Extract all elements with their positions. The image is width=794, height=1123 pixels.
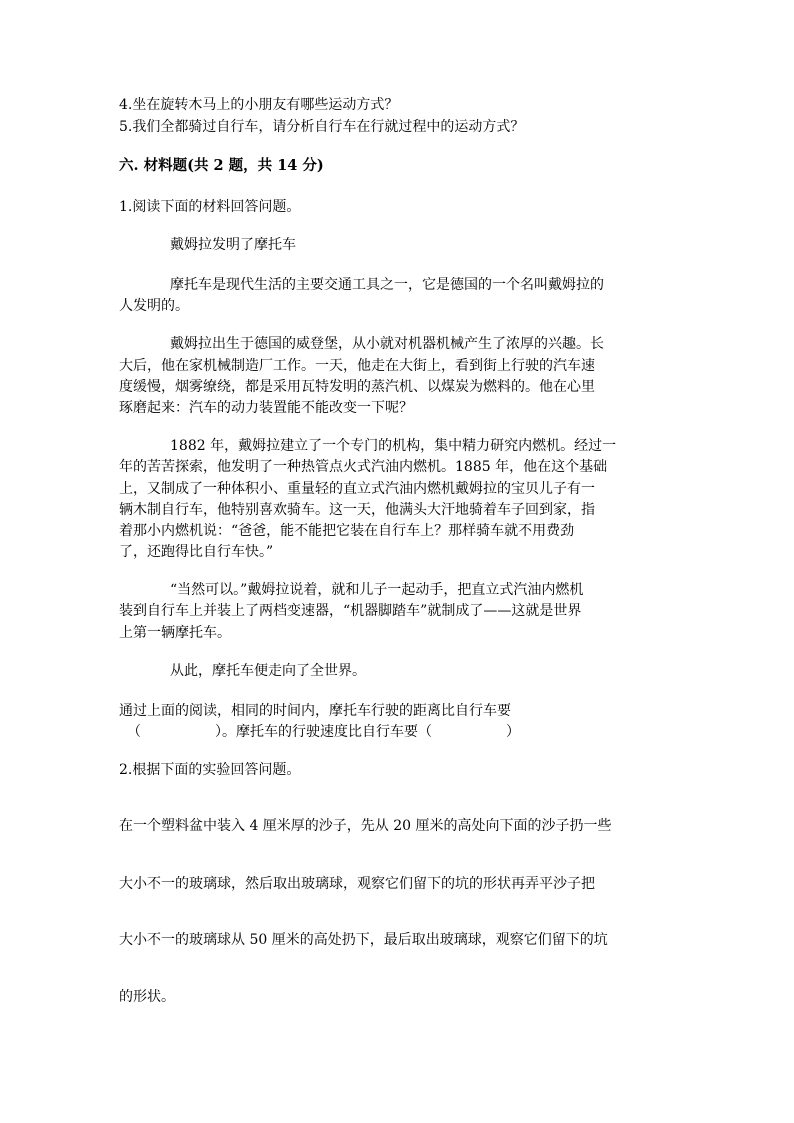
passage-p3-line1: 1882 年，戴姆拉建立了一个专门的机构，集中精力研究内燃机。经过一 xyxy=(170,438,617,454)
experiment-line2: 大小不一的玻璃球，然后取出玻璃球，观察它们留下的坑的形状再弄平沙子把 xyxy=(119,876,595,892)
answer-open-paren-1: （ xyxy=(127,724,141,740)
material-q1-prompt: 1.阅读下面的材料回答问题。 xyxy=(119,199,301,215)
material-q1-question-line2 xyxy=(127,722,520,742)
passage-p1-line1: 摩托车是现代生活的主要交通工具之一，它是德国的一个名叫戴姆拉的 xyxy=(170,277,604,293)
passage-p4-line2: 装到自行车上并装上了两档变速器，“机器脚踏车”就制成了——这就是世界 xyxy=(119,603,582,619)
passage-p3-line5: 着那小内燃机说：“爸爸，能不能把它装在自行车上？那样骑车就不用费劲 xyxy=(119,523,575,539)
passage-p2-line3: 度缓慢，烟雾缭绕，都是采用瓦特发明的蒸汽机、以煤炭为燃料的。他在心里 xyxy=(119,379,595,395)
passage-p4-line1: “当然可以。”戴姆拉说着，就和儿子一起动手，把直立式汽油内燃机 xyxy=(170,582,584,598)
material-q2-prompt: 2.根据下面的实验回答问题。 xyxy=(119,762,301,778)
experiment-line3: 大小不一的玻璃球从 50 厘米的高处扔下，最后取出玻璃球，观察它们留下的坑 xyxy=(119,932,608,948)
section-heading: 六. 材料题(共 2 题，共 14 分) xyxy=(119,157,324,174)
question-5: 5.我们全都骑过自行车，请分析自行车在行就过程中的运动方式？ xyxy=(119,119,525,135)
passage-p5: 从此，摩托车便走向了全世界。 xyxy=(170,663,366,679)
passage-p1-line2: 人发明的。 xyxy=(119,298,189,314)
material-q1-question-line1: 通过上面的阅读，相同的时间内，摩托车行驶的距离比自行车要 xyxy=(119,703,511,719)
passage-title: 戴姆拉发明了摩托车 xyxy=(170,237,296,253)
passage-p4-line3: 上第一辆摩托车。 xyxy=(119,625,231,641)
passage-p2-line1: 戴姆拉出生于德国的威登堡，从小就对机器机械产生了浓厚的兴趣。长 xyxy=(170,336,604,352)
answer-mid-text: ）。摩托车的行驶速度比自行车要（ xyxy=(215,724,432,740)
question-4: 4.坐在旋转木马上的小朋友有哪些运动方式？ xyxy=(119,97,399,113)
passage-p3-line4: 辆木制自行车，他特别喜欢骑车。这一天，他满头大汗地骑着车子回到家，指 xyxy=(119,502,595,518)
passage-p3-line2: 年的苦苦探索，他发明了一种热管点火式汽油内燃机。1885 年，他在这个基础 xyxy=(119,459,608,475)
answer-close-paren-2: ） xyxy=(506,724,520,740)
experiment-line4: 的形状。 xyxy=(119,989,175,1005)
passage-p2-line4: 琢磨起来：汽车的动力装置能不能改变一下呢？ xyxy=(119,400,413,416)
passage-p3-line3: 上，又制成了一种体积小、重量轻的直立式汽油内燃机戴姆拉的宝贝儿子有一 xyxy=(119,481,595,497)
experiment-line1: 在一个塑料盆中装入 4 厘米厚的沙子，先从 20 厘米的高处向下面的沙子扔一些 xyxy=(119,818,612,834)
passage-p2-line2: 大后，他在家机械制造厂工作。一天，他走在大街上，看到街上行驶的汽车速 xyxy=(119,358,595,374)
passage-p3-line6: 了，还跑得比自行车快。” xyxy=(119,544,274,560)
